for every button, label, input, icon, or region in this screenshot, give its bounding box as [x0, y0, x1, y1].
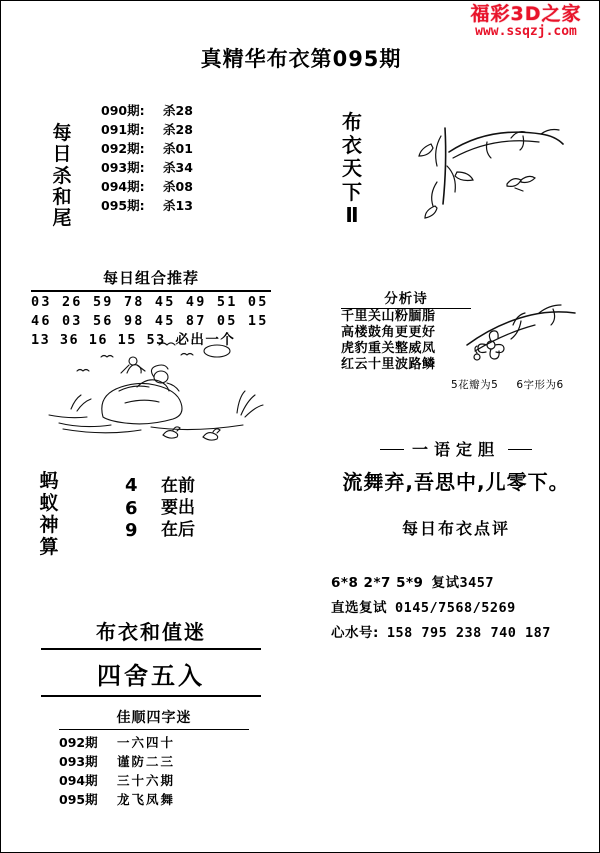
period-label: 092期: [101, 141, 145, 156]
yiyuding-block [331, 437, 581, 495]
riddle-text: 龙飞凤舞 [117, 792, 176, 807]
poem-line: 千里关山粉腼脂 [341, 309, 436, 324]
poem-line: 红云十里波路鳞 [341, 357, 436, 372]
period-value: 杀28 [163, 122, 193, 137]
period-value: 杀34 [163, 160, 193, 175]
period-label: 094期: [101, 179, 145, 194]
ant-calc-numbers: 4 6 9 [125, 475, 138, 541]
pick-label: 6*8 2*7 5*9 [331, 575, 424, 591]
pick-numbers: 复试3457 [431, 575, 494, 591]
logo-title: 福彩3D之家 [470, 3, 582, 25]
combo-row: 46 03 56 98 45 87 05 15 [31, 313, 269, 329]
table-row [101, 158, 193, 177]
poem-note: 5花瓣为5 [451, 379, 499, 391]
page-title: 真精华布衣第095期 [200, 47, 402, 71]
table-row [101, 177, 193, 196]
period-label: 091期: [101, 122, 145, 137]
period-value: 杀13 [163, 198, 193, 213]
table-row [101, 101, 193, 120]
period-label: 094期 [59, 773, 98, 788]
pick-row [331, 596, 581, 621]
table-row [101, 139, 193, 158]
table-row [101, 120, 193, 139]
pick-numbers: 158 795 238 740 187 [386, 625, 551, 641]
poem-note: 6字形为6 [516, 379, 564, 391]
period-label: 093期: [101, 160, 145, 175]
ink-drawing-landscape [41, 331, 271, 441]
logo-url: www.ssqzj.com [475, 23, 577, 39]
poem-line: 虎豹重关整威凤 [341, 341, 436, 356]
table-row [59, 790, 249, 809]
poem-notes [451, 377, 582, 392]
table-row [59, 771, 249, 790]
analysis-poem-title: 分析诗 [341, 287, 471, 309]
daily-kill-label: 每日杀和尾 [52, 122, 72, 230]
ant-calc-label: 蚂 蚁 神 算 [39, 470, 59, 558]
table-row [101, 196, 193, 215]
riddle-text: 一六四十 [117, 735, 176, 750]
table-row [59, 752, 249, 771]
four-char-riddle-block [59, 707, 249, 809]
poem-line: 高楼鼓角更更好 [341, 325, 436, 340]
period-label: 095期: [101, 198, 145, 213]
picks-block [331, 571, 581, 646]
period-value: 杀01 [163, 141, 193, 156]
ink-drawing-bird-branch [391, 106, 571, 231]
hezhi-riddle-title: 布衣和值迷 [41, 616, 261, 650]
period-label: 093期 [59, 754, 98, 769]
ink-drawing-flower-branch [461, 291, 581, 381]
yiyuding-title: 一语定胆 [406, 437, 506, 460]
pick-label: 直选复试 [331, 600, 387, 616]
daily-review-title: 每日布衣点评 [401, 519, 510, 538]
hezhi-riddle-answer: 四舍五入 [41, 650, 261, 697]
combo-row: 03 26 59 78 45 49 51 05 [31, 294, 269, 310]
hezhi-riddle-block [41, 616, 261, 697]
pick-numbers: 0145/7568/5269 [395, 600, 516, 616]
pick-row [331, 621, 581, 646]
table-row [59, 733, 249, 752]
pick-row [331, 571, 581, 596]
period-label: 095期 [59, 792, 98, 807]
pick-label: 心水号: [331, 625, 379, 641]
daily-kill-rows [101, 101, 193, 215]
period-value: 杀28 [163, 103, 193, 118]
riddle-text: 三十六期 [117, 773, 176, 788]
combo-recommend-title: 每日组合推荐 [31, 267, 271, 292]
buyi-tianxia-label: 布 衣 天 下 Ⅱ [342, 110, 362, 227]
riddle-text: 谨防二三 [117, 754, 176, 769]
site-logo [461, 5, 591, 39]
period-label: 092期 [59, 735, 98, 750]
period-label: 090期: [101, 103, 145, 118]
combo-row: 13 36 16 15 53 必出一个 [31, 332, 236, 348]
ant-calc-words: 在前 要出 在后 [161, 476, 195, 541]
period-value: 杀08 [163, 179, 193, 194]
analysis-poem-block [341, 287, 471, 373]
yiyuding-text: 流舞弃,吾思中,儿零下。 [342, 470, 570, 494]
four-char-riddle-title: 佳顺四字迷 [59, 707, 249, 730]
